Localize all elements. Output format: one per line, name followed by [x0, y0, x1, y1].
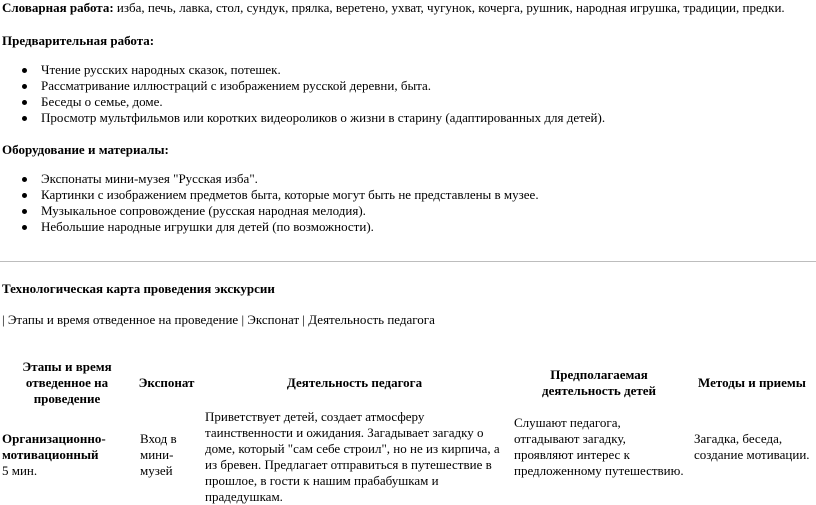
column-header-methods: Методы и приемы [698, 375, 806, 390]
list-item: Экспонаты мини-музея "Русская изба". [0, 171, 539, 187]
list-item: Музыкальное сопровождение (русская народная мелодия). [0, 203, 539, 219]
column-header-stage: Этапы и время отведенное на проведение [22, 359, 112, 406]
cell-children-activity: Слушают педагога, отгадывают загадку, проявляют интерес к предложенному путешествию. [514, 415, 684, 478]
equipment-list [0, 171, 539, 235]
list-item: Беседы о семье, доме. [0, 94, 605, 110]
vocabulary-text: изба, печь, лавка, стол, сундук, прялка, веретено, ухват, чугунок, кочерга, рушник, народная игрушка, традиции, предки. [113, 0, 785, 15]
list-item: Небольшие народные игрушки для детей (по возможности). [0, 219, 539, 235]
stage-title: Организационно-мотивационный [2, 431, 106, 462]
cell-methods: Загадка, беседа, создание мотивации. [694, 431, 810, 462]
bullet-icon [22, 68, 27, 73]
tech-map-table [0, 357, 816, 505]
cell-teacher-activity: Приветствует детей, создает атмосферу таинственности и ожидания. Загадывает загадку о доме, который "сам себе строил", но не из кирпича, а из бревен. Предлагает отправиться в путешествие в прошлое, в гости к нашим прабабушкам и прадедушкам. [205, 409, 500, 504]
list-item: Картинки с изображением предметов быта, которые могут быть не представлены в музее. [0, 187, 539, 203]
bullet-icon [22, 100, 27, 105]
column-header-children: Предполагаемая деятельность детей [542, 367, 656, 398]
list-item: Просмотр мультфильмов или коротких видеороликов о жизни в старину (адаптированных для детей). [0, 110, 605, 126]
preliminary-list [0, 62, 605, 126]
list-item: Чтение русских народных сказок, потешек. [0, 62, 605, 78]
table-row [0, 409, 816, 505]
bullet-icon [22, 116, 27, 121]
vocabulary-paragraph [2, 0, 814, 16]
stage-time: 5 мин. [2, 463, 38, 478]
list-item: Рассматривание иллюстраций с изображением русской деревни, быта. [0, 78, 605, 94]
bullet-icon [22, 177, 27, 182]
tech-map-heading: Технологическая карта проведения экскурсии [2, 281, 275, 296]
cell-stage [0, 409, 134, 505]
column-header-exhibit: Экспонат [138, 375, 195, 390]
equipment-heading: Оборудование и материалы: [2, 142, 169, 157]
table-header-row [0, 357, 816, 409]
bullet-icon [22, 209, 27, 214]
preliminary-heading: Предварительная работа: [2, 33, 155, 48]
bullet-icon [22, 84, 27, 89]
cell-exhibit: Вход в мини-музей [140, 431, 177, 478]
horizontal-divider [0, 261, 816, 262]
bullet-icon [22, 193, 27, 198]
tech-map-raw-row: | Этапы и время отведенное на проведение | Экспонат | Деятельность педагога [2, 312, 435, 327]
bullet-icon [22, 225, 27, 230]
column-header-teacher: Деятельность педагога [286, 375, 423, 390]
vocabulary-label: Словарная работа: [2, 0, 114, 15]
